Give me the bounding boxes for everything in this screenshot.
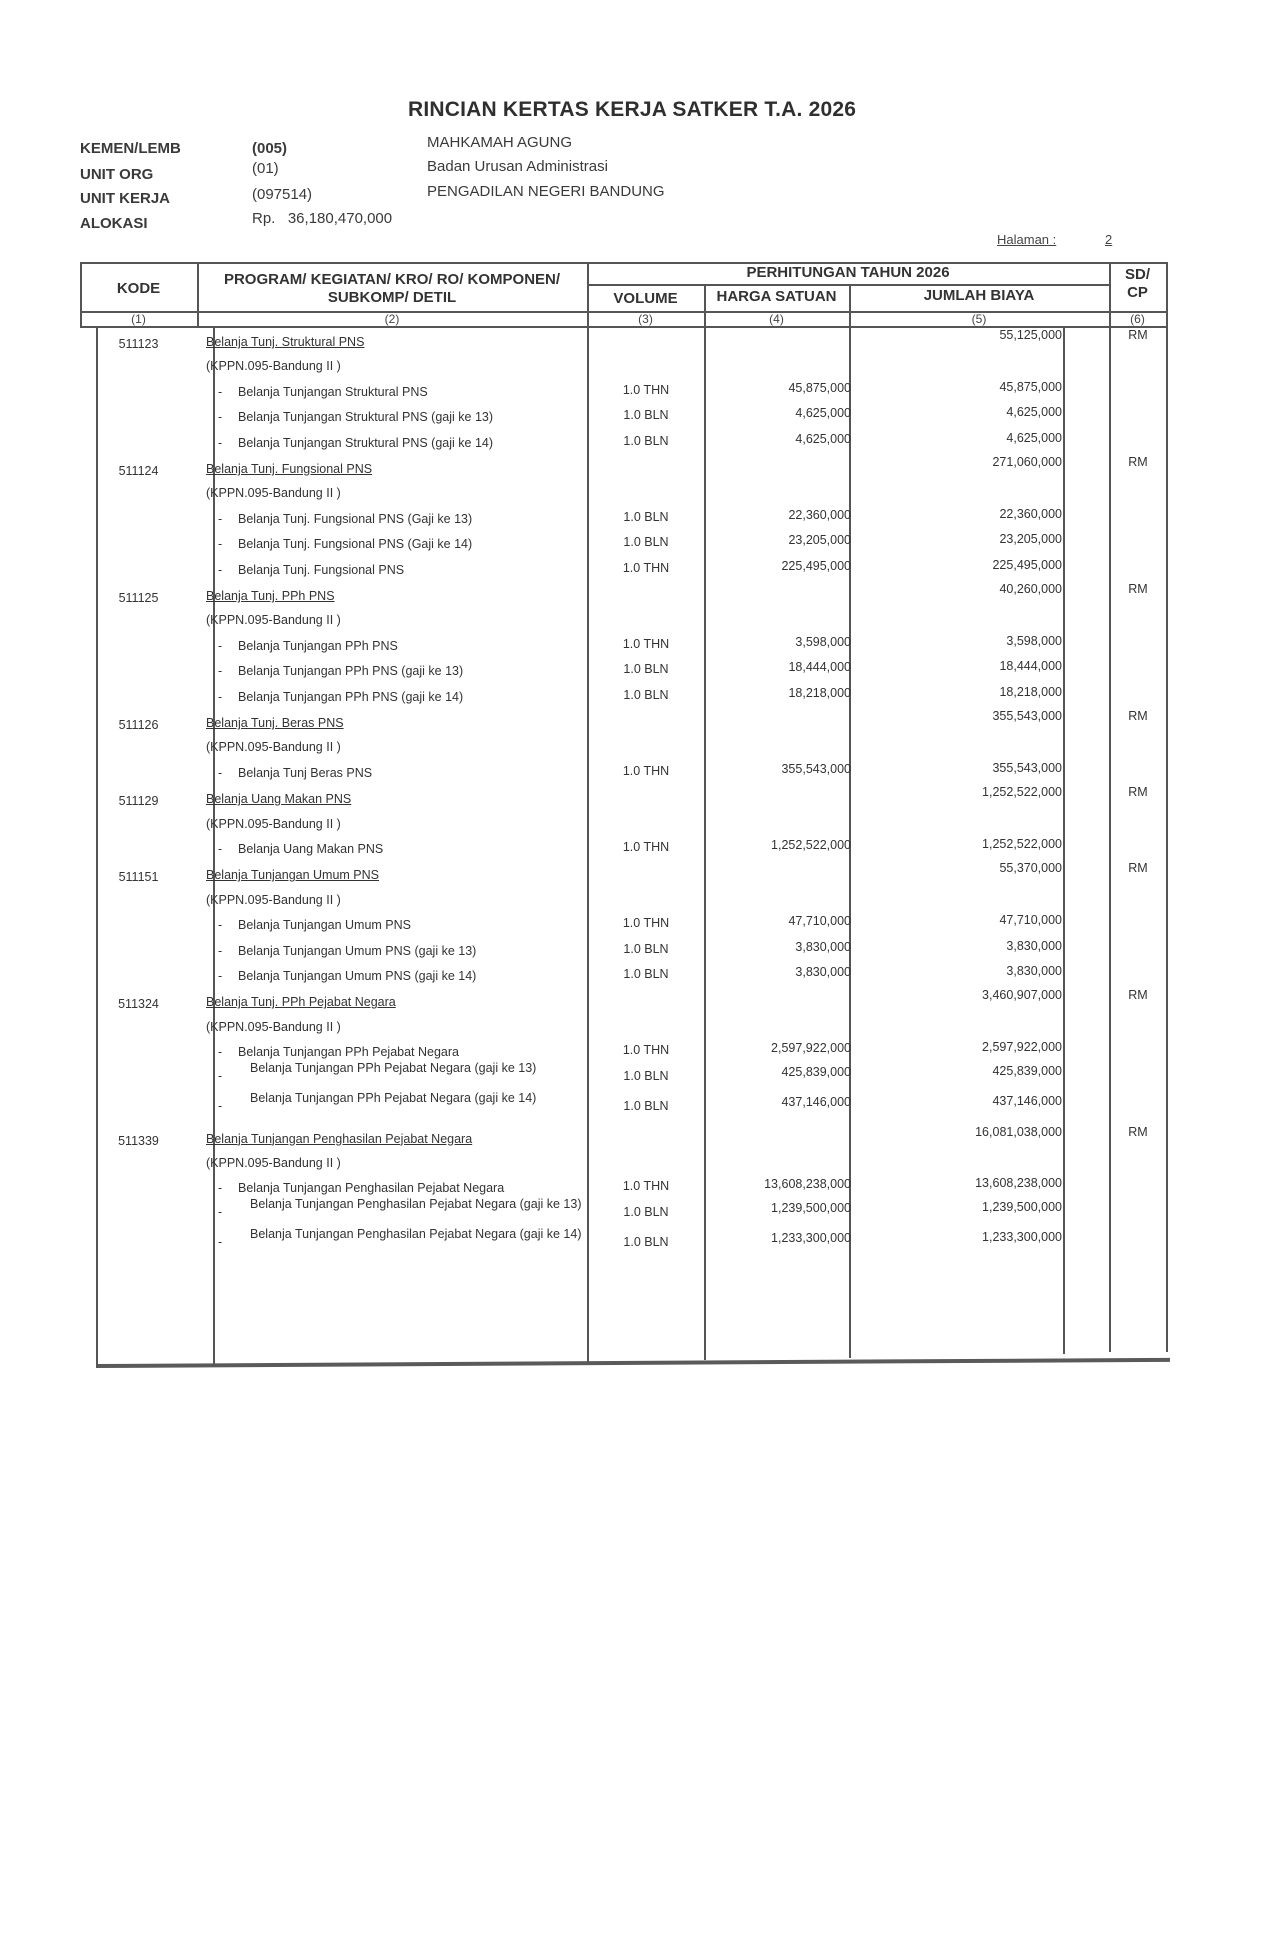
account-title: Belanja Tunjangan Umum PNS: [206, 868, 380, 883]
account-total: 271,060,000: [992, 455, 1062, 469]
bullet-dash: -: [218, 1181, 223, 1196]
header-volume: VOLUME: [613, 290, 678, 307]
detail-volume: 1.0 BLN: [623, 1068, 669, 1083]
bullet-dash: -: [218, 842, 223, 856]
detail-volume: 1.0 BLN: [623, 433, 669, 448]
detail-label: Belanja Tunjangan PPh Pejabat Negara (gaji ke 13): [250, 1060, 537, 1075]
bullet-dash: -: [218, 562, 223, 577]
detail-item: [218, 918, 411, 932]
bullet-dash: -: [218, 1068, 223, 1083]
source-of-funds: RM: [1128, 709, 1148, 723]
bullet-dash: -: [218, 943, 223, 958]
kemen-name: MAHKAMAH AGUNG: [427, 134, 573, 151]
bullet-dash: -: [218, 384, 223, 399]
detail-amount: 18,444,000: [999, 659, 1062, 674]
account-title: Belanja Tunj. Beras PNS: [206, 716, 344, 730]
account-total: 40,260,000: [999, 582, 1062, 596]
detail-item: [218, 944, 476, 958]
col-divider-kode: [213, 326, 215, 1366]
detail-item: [218, 842, 383, 856]
bullet-dash: -: [218, 511, 223, 526]
unit-org-name: Badan Urusan Administrasi: [427, 158, 608, 175]
detail-label: Belanja Tunjangan PPh PNS (gaji ke 14): [238, 689, 464, 704]
account-code: 511339: [118, 1133, 159, 1148]
detail-amount: 22,360,000: [999, 506, 1062, 521]
detail-volume: 1.0 BLN: [623, 1234, 669, 1249]
unit-org-code: (01): [252, 160, 279, 177]
detail-volume: 1.0 THN: [622, 763, 670, 778]
colnum-3: (3): [638, 312, 653, 326]
halaman-label: Halaman :: [997, 232, 1057, 247]
detail-unit-price: 4,625,000: [795, 431, 851, 446]
detail-label: Belanja Tunjangan PPh PNS: [238, 638, 398, 653]
kppn-label: (KPPN.095-Bandung II ): [206, 740, 341, 755]
detail-amount: 437,146,000: [992, 1093, 1062, 1108]
source-of-funds: RM: [1128, 861, 1148, 876]
bullet-dash: -: [218, 664, 223, 679]
detail-label: Belanja Tunjangan Struktural PNS (gaji ke 14): [238, 435, 494, 450]
detail-label: Belanja Tunjangan Penghasilan Pejabat Negara (gaji ke 13): [250, 1196, 582, 1211]
account-title: Belanja Tunj. PPh Pejabat Negara: [206, 995, 396, 1010]
account-title: Belanja Tunj. PPh PNS: [206, 589, 335, 603]
colnum-5: (5): [971, 312, 987, 326]
detail-label: Belanja Tunjangan Penghasilan Pejabat Negara: [238, 1181, 505, 1196]
detail-item: [218, 664, 463, 678]
detail-label: Belanja Tunjangan Umum PNS (gaji ke 13): [238, 943, 477, 958]
header-perhitungan: PERHITUNGAN TAHUN 2026: [746, 264, 950, 281]
detail-unit-price: 1,252,522,000: [771, 838, 851, 852]
detail-amount: 2,597,922,000: [982, 1040, 1062, 1055]
source-of-funds: RM: [1128, 328, 1148, 342]
detail-item: [218, 639, 398, 653]
detail-unit-price: 23,205,000: [788, 533, 851, 548]
detail-item: [218, 436, 493, 450]
kppn-label: (KPPN.095-Bandung II ): [206, 1019, 341, 1034]
table-bottom-border: [96, 1358, 1170, 1368]
detail-label: Belanja Tunjangan PPh Pejabat Negara: [238, 1045, 459, 1060]
detail-volume: 1.0 BLN: [623, 408, 669, 423]
account-code: 511151: [118, 870, 159, 885]
detail-unit-price: 4,625,000: [795, 406, 851, 421]
unit-kerja-code: (097514): [252, 186, 313, 203]
detail-item: [218, 410, 493, 424]
detail-amount: 18,218,000: [999, 684, 1062, 699]
detail-volume: 1.0 BLN: [623, 535, 669, 550]
header-program-line1: PROGRAM/ KEGIATAN/ KRO/ RO/ KOMPONEN/: [223, 271, 561, 288]
detail-unit-price: 18,218,000: [788, 685, 851, 700]
account-code: 511126: [118, 718, 159, 732]
bullet-dash: -: [218, 918, 223, 933]
detail-label: Belanja Tunjangan Umum PNS (gaji ke 14): [238, 969, 477, 983]
detail-volume: 1.0 BLN: [623, 1098, 669, 1113]
detail-amount: 4,625,000: [1006, 430, 1062, 445]
detail-unit-price: 1,239,500,000: [771, 1200, 851, 1215]
detail-item: [218, 1091, 598, 1121]
detail-volume: 1.0 BLN: [623, 509, 669, 524]
colnum-1: (1): [131, 312, 146, 326]
colnum-2: (2): [384, 312, 400, 326]
detail-label: Belanja Tunjangan PPh PNS (gaji ke 13): [238, 664, 464, 679]
detail-item: [218, 563, 404, 577]
kppn-label: (KPPN.095-Bandung II ): [206, 892, 341, 907]
header-harga-satuan: HARGA SATUAN: [716, 288, 837, 305]
header-program-line2: SUBKOMP/ DETIL: [327, 289, 457, 306]
col-divider-jumlah: [1109, 262, 1111, 1352]
detail-item: [218, 1197, 598, 1227]
detail-volume: 1.0 BLN: [623, 1204, 669, 1219]
detail-volume: 1.0 BLN: [623, 967, 669, 981]
unit-org-label: UNIT ORG: [80, 166, 154, 183]
header-kode: KODE: [116, 280, 161, 297]
account-total: 16,081,038,000: [975, 1124, 1062, 1139]
table-left-border: [96, 326, 98, 1368]
bullet-dash: -: [218, 537, 223, 552]
kppn-label: (KPPN.095-Bandung II ): [206, 613, 341, 628]
detail-volume: 1.0 THN: [622, 916, 670, 931]
detail-label: Belanja Tunj. Fungsional PNS (Gaji ke 14): [238, 537, 473, 552]
detail-item: [218, 1061, 598, 1091]
account-title: Belanja Tunjangan Penghasilan Pejabat Negara: [206, 1131, 473, 1146]
detail-amount: 47,710,000: [999, 913, 1062, 928]
account-title: Belanja Uang Makan PNS: [206, 792, 352, 807]
bullet-dash: -: [218, 1045, 223, 1060]
detail-amount: 225,495,000: [992, 557, 1062, 572]
detail-unit-price: 425,839,000: [781, 1064, 851, 1079]
header-sd-line1: SD/: [1124, 266, 1150, 283]
detail-amount: 13,608,238,000: [975, 1176, 1062, 1191]
bullet-dash: -: [218, 410, 223, 425]
subheader-divider: [587, 284, 1109, 286]
detail-item: [218, 1227, 598, 1257]
kemen-code: (005): [252, 140, 288, 157]
kppn-label: (KPPN.095-Bandung II ): [206, 359, 341, 374]
account-code: 511125: [118, 591, 159, 605]
detail-volume: 1.0 BLN: [623, 687, 669, 702]
detail-label: Belanja Tunjangan Struktural PNS (gaji ke 13): [238, 410, 494, 425]
detail-volume: 1.0 BLN: [623, 941, 669, 956]
source-of-funds: RM: [1128, 455, 1148, 469]
detail-volume: 1.0 THN: [622, 840, 670, 854]
unit-kerja-name: PENGADILAN NEGERI BANDUNG: [427, 183, 665, 200]
detail-amount: 23,205,000: [999, 532, 1062, 547]
source-of-funds: RM: [1128, 582, 1148, 596]
detail-unit-price: 225,495,000: [781, 558, 851, 573]
bullet-dash: -: [218, 638, 223, 653]
header-jumlah-biaya: JUMLAH BIAYA: [923, 287, 1035, 304]
detail-unit-price: 355,543,000: [781, 761, 851, 776]
account-code: 511124: [118, 464, 159, 478]
kppn-label: (KPPN.095-Bandung II ): [206, 486, 341, 501]
detail-unit-price: 47,710,000: [788, 914, 851, 929]
account-title: Belanja Tunj. Fungsional PNS: [206, 462, 373, 476]
detail-item: [218, 1181, 504, 1195]
table-right-border: [1166, 262, 1168, 1352]
bullet-dash: -: [218, 1234, 223, 1249]
detail-item: [218, 1045, 459, 1059]
detail-amount: 3,598,000: [1006, 633, 1062, 648]
header-sd-line2: CP: [1127, 284, 1148, 301]
detail-label: Belanja Tunjangan Struktural PNS: [238, 384, 428, 399]
alokasi-value: Rp. 36,180,470,000: [252, 210, 393, 227]
detail-item: [218, 969, 476, 983]
detail-amount: 1,233,300,000: [982, 1229, 1062, 1244]
detail-item: [218, 766, 372, 780]
source-of-funds: RM: [1128, 988, 1148, 1003]
col-divider-jumlah-inner: [1063, 326, 1065, 1354]
colnum-6: (6): [1130, 312, 1145, 326]
detail-label: Belanja Tunjangan PPh Pejabat Negara (gaji ke 14): [250, 1090, 537, 1105]
detail-item: [218, 690, 463, 704]
bullet-dash: -: [218, 1204, 223, 1219]
detail-item: [218, 537, 472, 551]
account-total: 55,125,000: [999, 328, 1062, 342]
unit-kerja-label: UNIT KERJA: [80, 190, 171, 207]
detail-unit-price: 3,830,000: [795, 965, 851, 979]
detail-amount: 45,875,000: [999, 379, 1062, 394]
account-code: 511324: [118, 997, 159, 1012]
detail-unit-price: 2,597,922,000: [771, 1041, 851, 1056]
source-of-funds: RM: [1128, 785, 1148, 800]
kppn-label: (KPPN.095-Bandung II ): [206, 816, 341, 831]
detail-label: Belanja Tunj. Fungsional PNS (Gaji ke 13): [238, 511, 473, 526]
account-code: 511129: [118, 794, 159, 809]
account-total: 55,370,000: [999, 861, 1062, 876]
kemen-label: KEMEN/LEMB: [80, 140, 181, 157]
bullet-dash: -: [218, 689, 223, 704]
detail-unit-price: 13,608,238,000: [764, 1177, 851, 1192]
detail-label: Belanja Tunjangan Umum PNS: [238, 918, 412, 933]
detail-amount: 425,839,000: [992, 1063, 1062, 1078]
detail-amount: 1,252,522,000: [982, 837, 1062, 851]
detail-unit-price: 1,233,300,000: [771, 1230, 851, 1245]
account-code: 511123: [118, 337, 159, 351]
detail-volume: 1.0 THN: [622, 382, 670, 397]
detail-unit-price: 3,598,000: [795, 634, 851, 649]
detail-amount: 4,625,000: [1006, 405, 1062, 420]
detail-unit-price: 22,360,000: [788, 507, 851, 522]
detail-unit-price: 45,875,000: [788, 380, 851, 395]
source-of-funds: RM: [1128, 1124, 1148, 1139]
bullet-dash: -: [218, 435, 223, 450]
colnum-4: (4): [769, 312, 784, 326]
detail-item: [218, 512, 472, 526]
bullet-dash: -: [218, 1098, 223, 1113]
detail-amount: 3,830,000: [1006, 964, 1062, 978]
account-title: Belanja Tunj. Struktural PNS: [206, 335, 365, 349]
detail-label: Belanja Tunj. Fungsional PNS: [238, 562, 405, 577]
detail-unit-price: 3,830,000: [795, 939, 851, 954]
alokasi-label: ALOKASI: [80, 215, 148, 232]
account-total: 355,543,000: [992, 709, 1062, 723]
kppn-label: (KPPN.095-Bandung II ): [206, 1156, 341, 1170]
detail-label: Belanja Tunjangan Penghasilan Pejabat Negara (gaji ke 14): [250, 1226, 582, 1241]
detail-amount: 355,543,000: [992, 760, 1062, 775]
detail-amount: 3,830,000: [1006, 938, 1062, 953]
detail-item: [218, 385, 428, 399]
document-title: RINCIAN KERTAS KERJA SATKER T.A. 2026: [408, 98, 857, 121]
detail-volume: 1.0 THN: [622, 1043, 670, 1058]
detail-volume: 1.0 BLN: [623, 662, 669, 677]
detail-volume: 1.0 THN: [622, 636, 670, 651]
bullet-dash: -: [218, 765, 223, 780]
detail-unit-price: 18,444,000: [788, 660, 851, 675]
detail-volume: 1.0 THN: [622, 560, 670, 575]
detail-unit-price: 437,146,000: [781, 1094, 851, 1109]
detail-volume: 1.0 THN: [622, 1179, 670, 1194]
bullet-dash: -: [218, 969, 223, 983]
account-total: 3,460,907,000: [982, 988, 1062, 1003]
detail-amount: 1,239,500,000: [982, 1199, 1062, 1214]
halaman-number: 2: [1105, 232, 1113, 247]
detail-label: Belanja Tunj Beras PNS: [238, 765, 373, 780]
account-total: 1,252,522,000: [982, 785, 1062, 800]
detail-label: Belanja Uang Makan PNS: [238, 842, 384, 856]
